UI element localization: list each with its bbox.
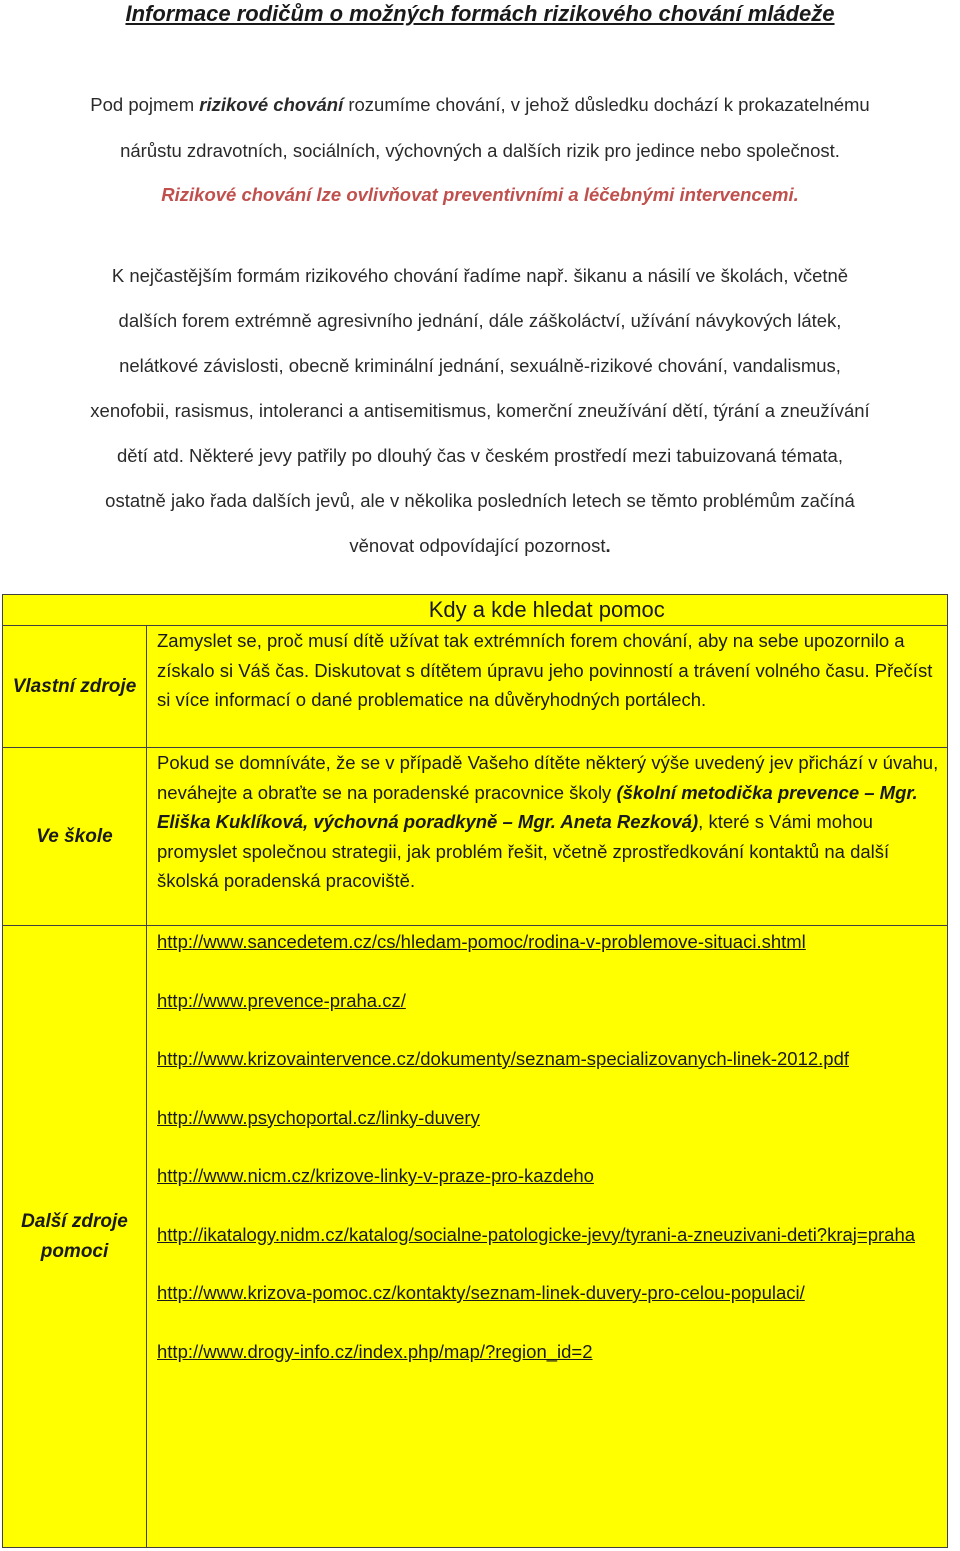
school-text: Pokud se domníváte, že se v případě Vašeho dítěte některý výše uvedený jev přichází v úvahu, neváhejte a obraťte se na poradenské pracovnice školy — [157, 752, 939, 803]
link-krizova-pomoc[interactable]: http://www.krizova-pomoc.cz/kontakty/seznam-linek-duvery-pro-celou-populaci/ — [157, 1282, 805, 1303]
intro-text: rozumíme chování, v jehož důsledku dochází k prokazatelnému — [343, 94, 870, 115]
row-label-other-resources: Další zdroje pomoci — [3, 926, 147, 1548]
table-header-empty — [3, 595, 147, 626]
intro-line: ostatně jako řada dalších jevů, ale v několika posledních letech se těmto problémům začíná — [105, 490, 855, 511]
intro-text: věnovat odpovídající pozornost — [349, 535, 606, 556]
intro-text: Pod pojmem — [90, 94, 200, 115]
intro-line — [0, 523, 960, 568]
intro-line: dalších forem extrémně agresivního jednání, dále záškoláctví, užívání návykových látek, — [118, 310, 842, 331]
intro-line: nelátkové závislosti, obecně kriminální jednání, sexuálně-rizikové chování, vandalismus, — [119, 355, 841, 376]
link-ikatalogy[interactable]: http://ikatalogy.nidm.cz/katalog/socialne-patologicke-jevy/tyrani-a-zneuzivani-deti?kraj=praha — [157, 1223, 916, 1245]
intro-line: dětí atd. Některé jevy patřily po dlouhý čas v českém prostředí mezi tabuizovaná témata, — [117, 445, 843, 466]
school-contacts: (školní metodička prevence – Mgr. Eliška Kuklíková, výchovná poradkyně – Mgr. Aneta Rezková) — [157, 781, 918, 832]
row-content-own-resources: Zamyslet se, proč musí dítě užívat tak extrémních forem chování, aby na sebe upozornilo a získalo si Váš čas. Diskutovat s dítětem úpravu jeho povinností a trávení volného času. Přečíst si více informací o dané problematice na důvěryhodných portálech. — [147, 626, 948, 748]
intro-highlight: Rizikové chování lze ovlivňovat preventivními a léčebnými intervencemi. — [161, 184, 799, 205]
table-row — [3, 748, 948, 926]
table-header-row — [3, 595, 948, 626]
page-title: Informace rodičům o možných formách rizikového chování mládeže — [125, 1, 835, 26]
intro-text: . — [605, 535, 611, 556]
table-row — [3, 626, 948, 748]
link-krizovaintervence[interactable]: http://www.krizovaintervence.cz/dokumenty/seznam-specializovanych-linek-2012.pdf — [157, 1048, 850, 1069]
table-header: Kdy a kde hledat pomoc — [147, 595, 948, 626]
table-row — [3, 926, 948, 1548]
intro-line: nárůstu zdravotních, sociálních, výchovných a dalších rizik pro jedince nebo společnost. — [120, 140, 840, 161]
row-content-at-school — [147, 748, 948, 926]
row-content-other-resources — [147, 926, 948, 1548]
intro-paragraph-definition — [0, 90, 960, 209]
intro-paragraph-forms — [0, 253, 960, 568]
link-drogy-info[interactable]: http://www.drogy-info.cz/index.php/map/?region_id=2 — [157, 1340, 593, 1362]
intro-line: xenofobii, rasismus, intoleranci a antisemitismus, komerční zneužívání dětí, týrání a zneužívání — [90, 400, 870, 421]
intro-line: K nejčastějším formám rizikového chování řadíme např. šikanu a násilí ve školách, včetně — [111, 265, 849, 286]
term-risky-behavior: rizikové chování — [199, 94, 344, 115]
school-text: , které s Vámi mohou promyslet společnou strategii, jak problém řešit, včetně zprostředkování kontaktů na další školská poradenská pracoviště. — [157, 811, 890, 891]
row-label-at-school: Ve škole — [3, 748, 147, 926]
link-prevence-praha[interactable]: http://www.prevence-praha.cz/ — [157, 989, 406, 1011]
intro-line — [0, 90, 960, 119]
link-nicm[interactable]: http://www.nicm.cz/krizove-linky-v-praze-pro-kazdeho — [157, 1165, 594, 1186]
link-psychoportal[interactable]: http://www.psychoportal.cz/linky-duvery — [157, 1106, 480, 1128]
row-label-own-resources: Vlastní zdroje — [3, 626, 147, 748]
link-sancedetem[interactable]: http://www.sancedetem.cz/cs/hledam-pomoc/rodina-v-problemove-situaci.shtml — [157, 931, 806, 952]
help-table — [2, 594, 948, 1548]
